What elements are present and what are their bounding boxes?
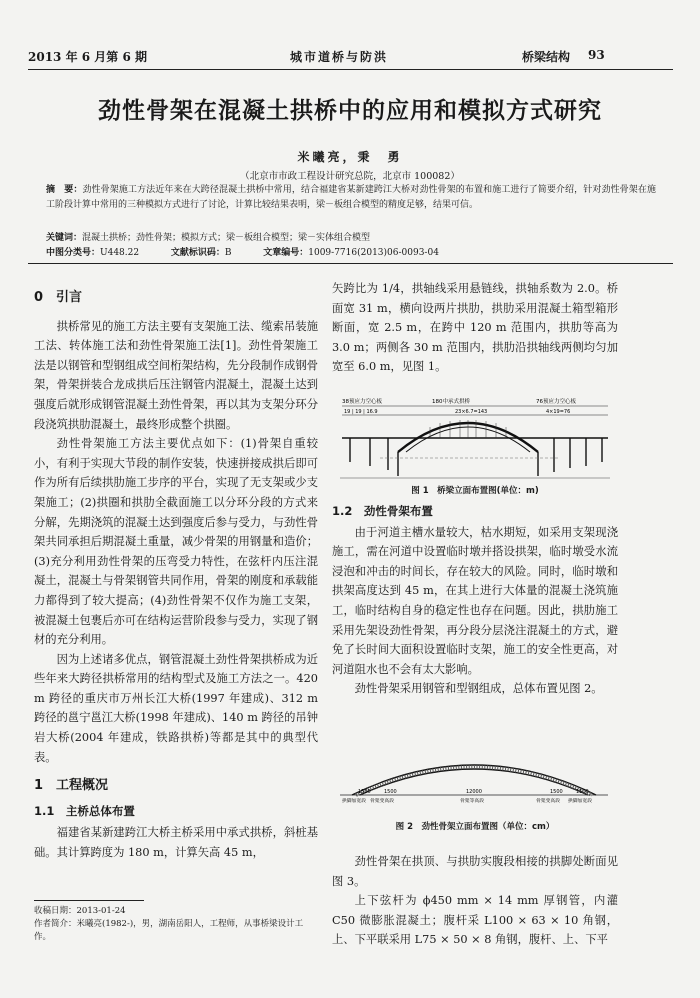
- heading-layout: 1.1 主桥总体布置: [34, 803, 135, 818]
- body-rule: [28, 263, 673, 264]
- left-column: [34, 288, 318, 863]
- article-title: 劲性骨架在混凝土拱桥中的应用和模拟方式研究: [98, 97, 602, 124]
- paragraph-intro-1: 拱桥常见的施工方法主要有支架施工法、缆索吊装施工法、转体施工法和劲性骨架施工法[1]。劲性骨架施工法是以钢管和型钢组成空间桁架结构，先分段制作成钢骨架，骨架拼装合龙成拱后压注钢管内混凝土，混凝土达到强度后就形成钢管混凝土劲性骨架，再以其为支架分环分段浇筑拱肋混凝土，最终形成整个拱圈。: [34, 319, 318, 431]
- fig2-dim-1: 1500: [358, 789, 371, 795]
- journal-name: 城市道桥与防洪: [290, 50, 389, 64]
- footnote: [34, 905, 314, 944]
- fig1-piers: [350, 438, 602, 476]
- author-bio: 作者简介：米曦亮(1982-)，男，湖南岳阳人，工程师，从事桥梁设计工作。: [34, 919, 304, 942]
- fig2-seg-3: 骨架等高段: [460, 799, 484, 804]
- fig2-seg-2: 骨架变高段: [370, 799, 394, 804]
- right-column-mid: [332, 502, 618, 699]
- classification-line: [46, 246, 656, 260]
- fig1-dims-mid: 23×6.7=143: [455, 409, 488, 415]
- paragraph-intro-2: 劲性骨架施工方法主要优点如下：(1)骨架自重较小，有利于实现大节段的制作安装，快速拼接成拱后即可作为所有后续拱肋施工步序的平台，实现了无支架或少支架施工；(2)拱圈和拱肋全截面施工以分环分段的方式来分解，先期浇筑的混凝土达到强度后参与受力，与劲性骨架共同承担后期混凝土重量，减少骨架的用钢量和造价；(3)充分利用劲性骨架的压弯受力特性，在弦杆内压注混凝土，混凝土与骨架钢管共同作用，骨架的刚度和承载能力都得到了较大提高；(4)劲性骨架不仅作为施工支架，被混凝土包裹后亦可在结构运营阶段参与受力，实现了钢材的充分利用。: [34, 437, 318, 647]
- fig1-label-right: 76预应力空心板: [536, 399, 576, 405]
- paragraph-section-2: 上下弦杆为 ϕ450 mm × 14 mm 厚钢管，内灌 C50 微膨胀混凝土；腹杆采 L100 × 63 × 10 角钢，上、下平联采用 L75 × 50 × 8 角钢，腹杆、上、下平: [332, 894, 618, 947]
- heading-skeleton: 1.2 劲性骨架布置: [332, 504, 433, 518]
- article-no-value: 1009-7716(2013)06-0093-04: [308, 248, 439, 258]
- footnote-rule: [34, 900, 144, 901]
- figure-1-bridge-elevation: [340, 396, 610, 482]
- section-name: 桥梁结构: [522, 50, 571, 64]
- paragraph-layout-cont: 矢跨比为 1/4，拱轴线采用悬链线，拱轴系数为 2.0。桥面宽 31 m，横向设两片拱肋，拱肋采用混凝土箱型箱形断面，宽 2.5 m，在跨中 120 m 范围内，拱肋等高为 3.0 m；两侧各 30 m 范围内，拱肋沿拱轴线两侧均匀加宽至 6.0 m，见图 1。: [332, 282, 618, 374]
- fig1-label-left: 38预应力空心板: [342, 399, 382, 405]
- paragraph-skeleton-1: 由于河道主槽水量较大，枯水期短，如采用支架现浇施工，需在河道中设置临时墩并搭设拱架，临时墩受水流浸泡和冲击的时间长，存在较大的风险。同时，临时墩和拱架高度达到 45 m，在其上进行大体量的混凝土浇筑施工，临时结构自身的稳定性也存在问题。因此，拱肋施工采用先架设劲性骨架，再分段分层浇注混凝土的方式，避免了长时间大面积设置临时支架，施工的安全性更高，对河道阻水也不会有太大影响。: [332, 525, 618, 676]
- heading-intro: 0 引言: [34, 290, 83, 305]
- abstract-text: 劲性骨架施工方法近年来在大跨径混凝土拱桥中常用，结合福建省某新建跨江大桥对劲性骨架的布置和施工进行了简要介绍，针对劲性骨架在施工阶段计算中常用的三种模拟方式进行了讨论，计算比较结果表明，梁－板组合模型的精度足够，结果可信。: [46, 185, 656, 210]
- abstract: [46, 183, 656, 212]
- fig2-seg-1: 拱脚加宽段: [342, 799, 366, 804]
- fig2-dim-3: 12000: [466, 789, 482, 795]
- heading-overview: 1 工程概况: [34, 778, 109, 794]
- keywords-text: 混凝土拱桥；劲性骨架；模拟方式；梁－板组合模型；梁－实体组合模型: [82, 233, 371, 243]
- right-column-bottom: [332, 852, 618, 950]
- keywords: [46, 231, 656, 245]
- fig2-dim-5: 1500: [576, 789, 589, 795]
- page-number: 93: [588, 48, 605, 62]
- fig1-dims-right: 4×19=76: [546, 409, 571, 415]
- figure-2-skeleton-elevation: [340, 745, 608, 811]
- received-date: 收稿日期：2013-01-24: [34, 906, 126, 916]
- affiliation: （北京市市政工程设计研究总院，北京市 100082）: [240, 171, 460, 182]
- fig2-dim-2: 1500: [384, 789, 397, 795]
- clc-value: U448.22: [100, 248, 140, 258]
- fig1-dims-left: 19 | 19 | 16.9: [344, 409, 378, 415]
- right-column-top: [332, 279, 618, 377]
- paragraph-section-1: 劲性骨架在拱顶、与拱肋实腹段相接的拱脚处断面见图 3。: [332, 855, 618, 888]
- article-no-label: 文章编号：: [263, 248, 309, 258]
- fig1-label-mid: 180中承式拱桥: [432, 399, 470, 405]
- paragraph-overview-1: 福建省某新建跨江大桥主桥采用中承式拱桥，斜桩基础。其计算跨度为 180 m，计算矢高 45 m，: [34, 826, 318, 860]
- fig2-dim-4: 1500: [550, 789, 563, 795]
- issue-info: 2013 年 6 月第 6 期: [28, 50, 147, 64]
- fig1-hangers: [430, 420, 506, 438]
- fig2-seg-5: 拱脚加宽段: [568, 799, 592, 804]
- keywords-label: 关键词：: [46, 233, 83, 243]
- paragraph-intro-3: 因为上述诸多优点，钢管混凝土劲性骨架拱桥成为近些年来大跨径拱桥常用的结构型式及施工方法之一。420 m 跨径的重庆市万州长江大桥(1997 年建成)、312 m 跨径的邕宁邕江大桥(1998 年建成)、140 m 跨径的吊钟岩大桥(2004 年建成，铁路拱桥)等都是其中的典型代表。: [34, 652, 318, 764]
- fig2-seg-4: 骨架变高段: [536, 799, 560, 804]
- figure-2-caption: 图 2 劲性骨架立面布置图（单位：cm）: [395, 822, 555, 832]
- abstract-label: 摘 要：: [46, 185, 83, 195]
- header-rule: [28, 69, 673, 70]
- authors: 米曦亮，秉 勇: [297, 150, 403, 164]
- figure-1-caption: 图 1 桥梁立面布置图(单位：m): [411, 486, 539, 496]
- doc-code-value: B: [224, 248, 232, 258]
- paragraph-skeleton-2: 劲性骨架采用钢管和型钢组成，总体布置见图 2。: [354, 682, 603, 696]
- doc-code-label: 文献标识码：: [170, 248, 225, 258]
- clc-label: 中图分类号：: [46, 248, 101, 258]
